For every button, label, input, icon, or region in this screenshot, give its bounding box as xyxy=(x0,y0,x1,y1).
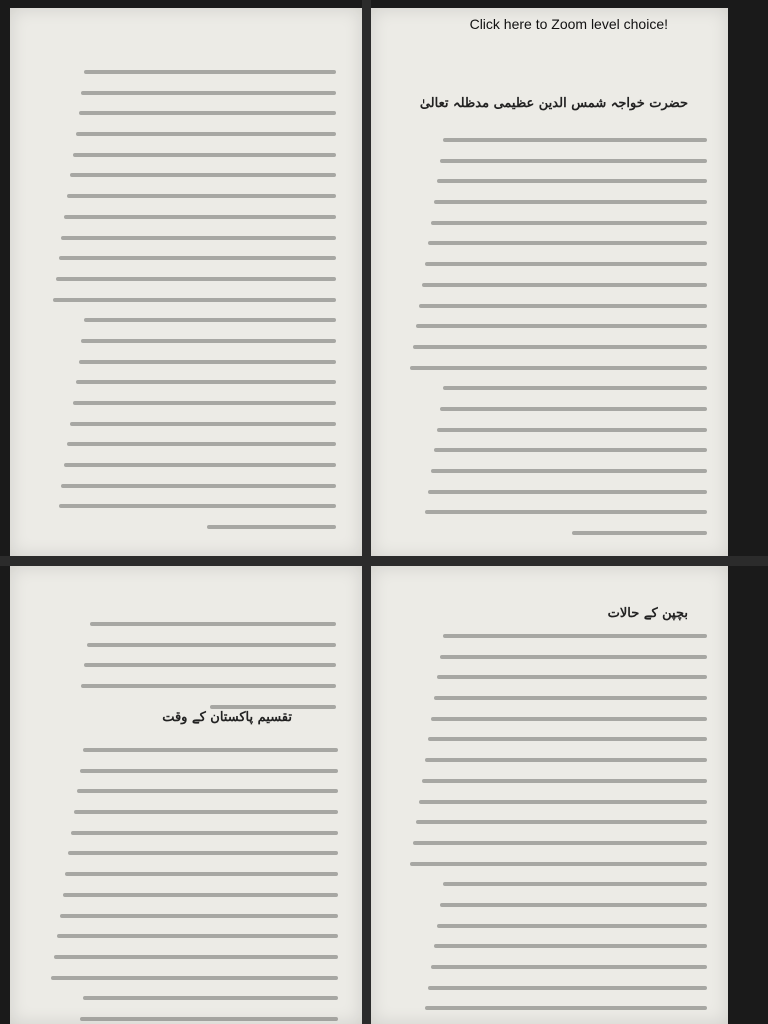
text-line xyxy=(425,1006,707,1010)
text-line xyxy=(61,484,336,488)
text-line xyxy=(431,965,707,969)
text-line xyxy=(67,442,336,446)
page-gutter xyxy=(362,0,371,1024)
text-lines xyxy=(407,634,707,1024)
text-line xyxy=(428,986,707,990)
text-line xyxy=(83,996,338,1000)
text-line xyxy=(425,262,707,266)
section-heading: حضرت خواجہ شمس الدین عظیمی مدظلہ تعالیٰ xyxy=(419,96,688,111)
text-line xyxy=(57,934,338,938)
page-gutter xyxy=(0,556,768,566)
text-line xyxy=(90,622,336,626)
text-line xyxy=(84,318,336,322)
text-line xyxy=(87,643,336,647)
text-line xyxy=(210,705,336,709)
scanned-page-top-right xyxy=(371,8,728,558)
text-line xyxy=(437,428,707,432)
text-line xyxy=(428,737,707,741)
text-line xyxy=(422,283,707,287)
text-line xyxy=(59,256,336,260)
text-line xyxy=(434,944,707,948)
text-line xyxy=(440,407,707,411)
text-line xyxy=(64,215,336,219)
text-lines xyxy=(50,70,336,546)
text-line xyxy=(71,831,338,835)
text-line xyxy=(60,914,338,918)
text-line xyxy=(440,159,707,163)
text-line xyxy=(59,504,336,508)
text-line xyxy=(425,510,707,514)
text-line xyxy=(428,241,707,245)
text-line xyxy=(434,448,707,452)
text-line xyxy=(84,663,336,667)
text-line xyxy=(207,525,336,529)
text-line xyxy=(65,872,338,876)
text-line xyxy=(434,200,707,204)
text-line xyxy=(51,976,338,980)
text-line xyxy=(54,955,338,959)
text-line xyxy=(443,138,707,142)
text-line xyxy=(572,531,707,535)
text-line xyxy=(83,748,338,752)
text-line xyxy=(81,339,336,343)
section-heading: تقسیم پاکستان کے وقت xyxy=(162,710,292,725)
text-line xyxy=(428,490,707,494)
text-line xyxy=(84,70,336,74)
text-line xyxy=(440,903,707,907)
text-line xyxy=(437,179,707,183)
text-line xyxy=(67,194,336,198)
text-line xyxy=(73,153,336,157)
text-line xyxy=(413,841,707,845)
text-line xyxy=(422,779,707,783)
text-line xyxy=(79,360,336,364)
text-line xyxy=(443,386,707,390)
text-line xyxy=(437,675,707,679)
text-line xyxy=(410,862,707,866)
text-line xyxy=(443,882,707,886)
text-line xyxy=(443,634,707,638)
text-line xyxy=(68,851,338,855)
text-line xyxy=(53,298,336,302)
text-line xyxy=(76,132,336,136)
text-line xyxy=(434,696,707,700)
zoom-level-link[interactable]: Click here to Zoom level choice! xyxy=(469,16,668,32)
text-line xyxy=(416,324,707,328)
text-line xyxy=(70,173,336,177)
text-line xyxy=(410,366,707,370)
text-line xyxy=(80,1017,338,1021)
text-line xyxy=(73,401,336,405)
scanned-page-bottom-right xyxy=(371,566,728,1024)
text-line xyxy=(76,380,336,384)
text-line xyxy=(56,277,336,281)
text-lines xyxy=(48,748,338,1024)
text-line xyxy=(80,769,338,773)
text-line xyxy=(70,422,336,426)
scanned-page-bottom-left xyxy=(10,566,362,1024)
text-line xyxy=(416,820,707,824)
text-line xyxy=(431,469,707,473)
text-line xyxy=(437,924,707,928)
text-line xyxy=(61,236,336,240)
text-line xyxy=(77,789,338,793)
text-line xyxy=(419,800,707,804)
text-line xyxy=(419,304,707,308)
text-line xyxy=(440,655,707,659)
section-heading: بچپن کے حالات xyxy=(607,606,688,621)
text-line xyxy=(413,345,707,349)
scanned-page-top-left xyxy=(10,8,362,556)
text-line xyxy=(79,111,336,115)
text-line xyxy=(425,758,707,762)
text-line xyxy=(64,463,336,467)
text-line xyxy=(74,810,338,814)
text-line xyxy=(431,221,707,225)
text-line xyxy=(431,717,707,721)
text-line xyxy=(63,893,339,897)
text-line xyxy=(81,91,336,95)
text-lines xyxy=(407,138,707,552)
text-line xyxy=(81,684,336,688)
